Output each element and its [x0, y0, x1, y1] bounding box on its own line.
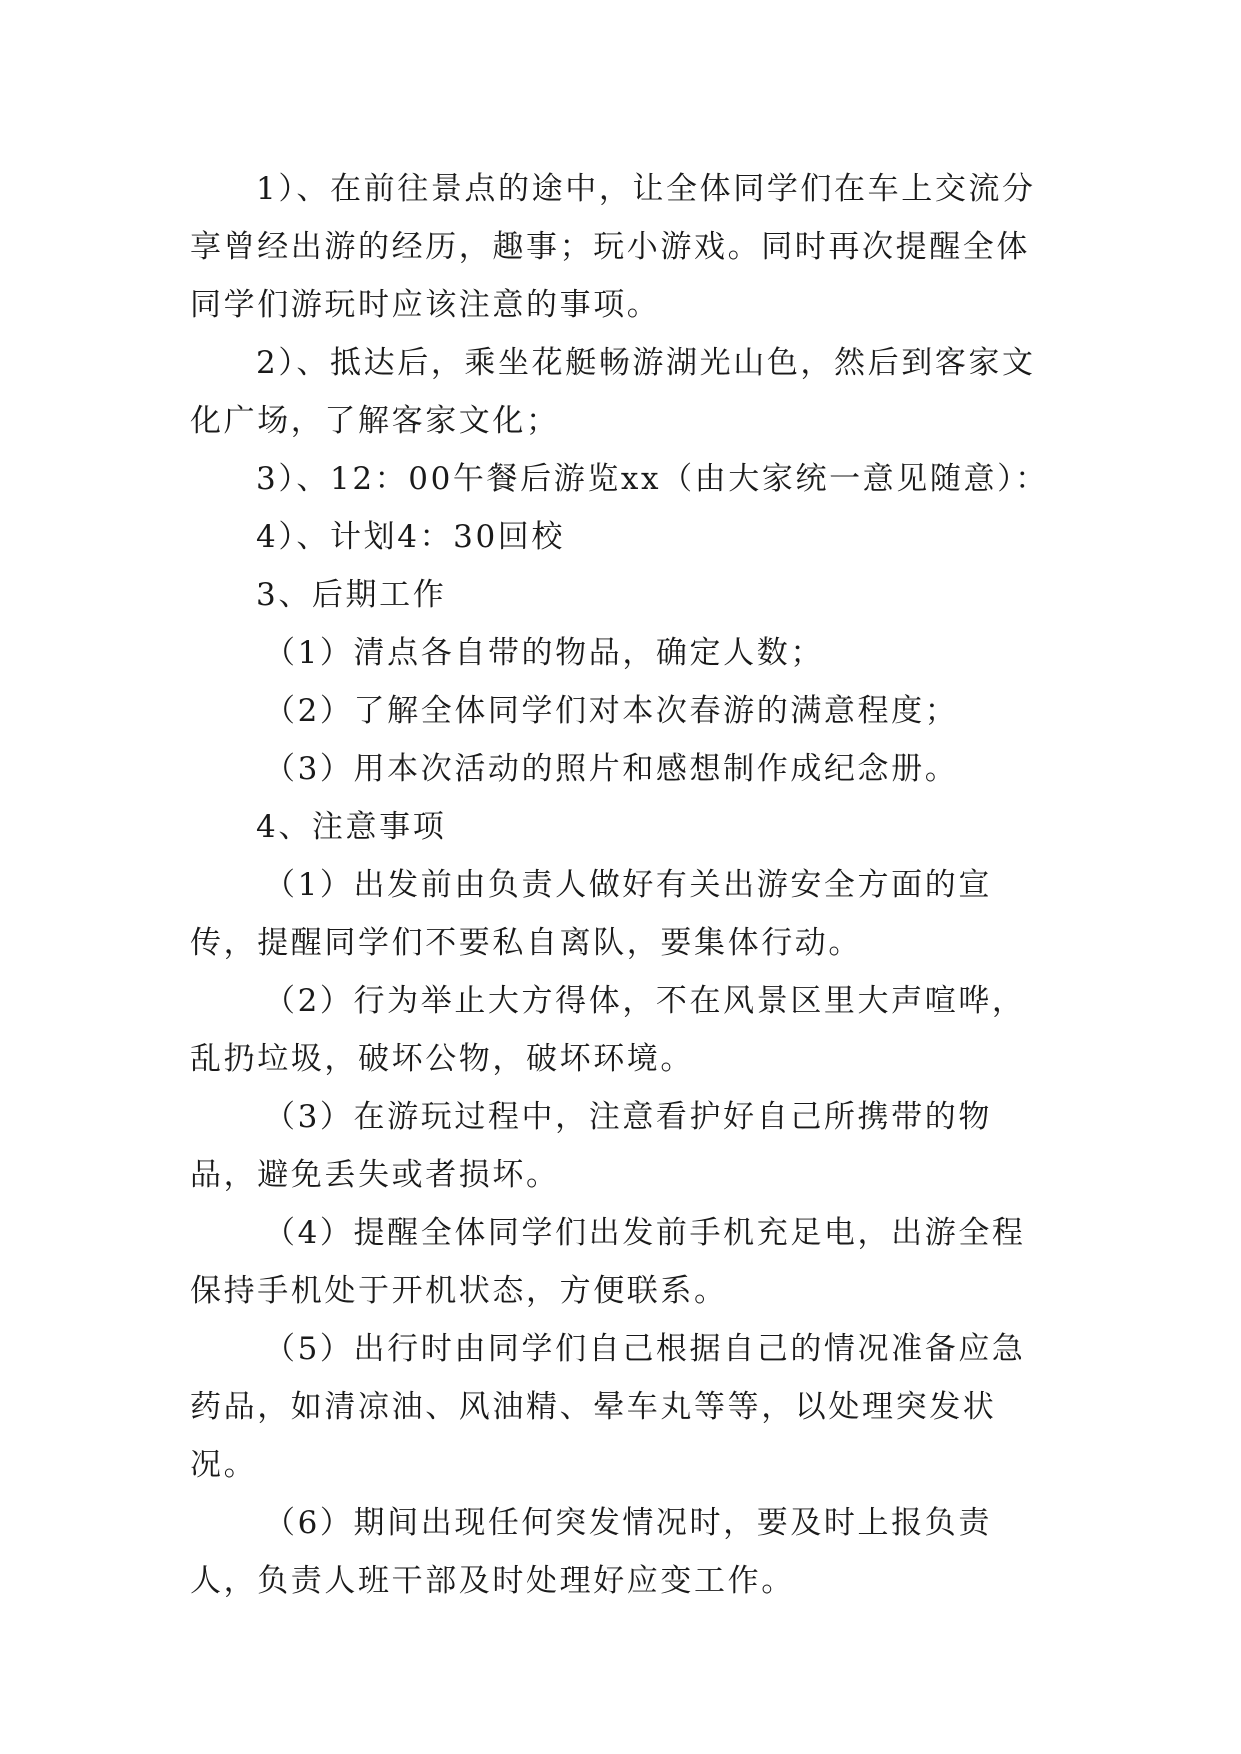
section-heading-follow-up: 3、后期工作	[256, 577, 447, 613]
precaution-item-5: （5）出行时由同学们自己根据自己的情况准备应急药品，如清凉油、风油精、晕车丸等等，以处理突发状况。	[190, 1331, 1026, 1483]
follow-up-item-1: （1）清点各自带的物品，确定人数；	[264, 635, 824, 671]
itinerary-step-4: 4）、计划4：30回校	[256, 519, 565, 555]
itinerary-step-3: 3）、12：00午餐后游览xx（由大家统一意见随意）：	[256, 461, 1049, 497]
itinerary-step-1: 1）、在前往景点的途中，让全体同学们在车上交流分享曾经出游的经历，趣事；玩小游戏。同时再次提醒全体同学们游玩时应该注意的事项。	[190, 171, 1036, 323]
section-heading-precautions: 4、注意事项	[256, 809, 447, 845]
follow-up-item-3: （3）用本次活动的照片和感想制作成纪念册。	[264, 751, 959, 787]
precaution-item-1: （1）出发前由负责人做好有关出游安全方面的宣传，提醒同学们不要私自离队，要集体行动。	[190, 867, 992, 961]
itinerary-step-2: 2）、抵达后，乘坐花艇畅游湖光山色，然后到客家文化广场，了解客家文化；	[190, 345, 1036, 439]
follow-up-item-2: （2）了解全体同学们对本次春游的满意程度；	[264, 693, 959, 729]
document-body	[190, 160, 1050, 1610]
precaution-item-4: （4）提醒全体同学们出发前手机充足电，出游全程保持手机处于开机状态，方便联系。	[190, 1215, 1026, 1309]
precaution-item-2: （2）行为举止大方得体，不在风景区里大声喧哗，乱扔垃圾，破坏公物，破坏环境。	[190, 983, 1026, 1077]
precaution-item-6: （6）期间出现任何突发情况时，要及时上报负责人，负责人班干部及时处理好应变工作。	[190, 1505, 992, 1599]
precaution-item-3: （3）在游玩过程中，注意看护好自己所携带的物品，避免丢失或者损坏。	[190, 1099, 992, 1193]
